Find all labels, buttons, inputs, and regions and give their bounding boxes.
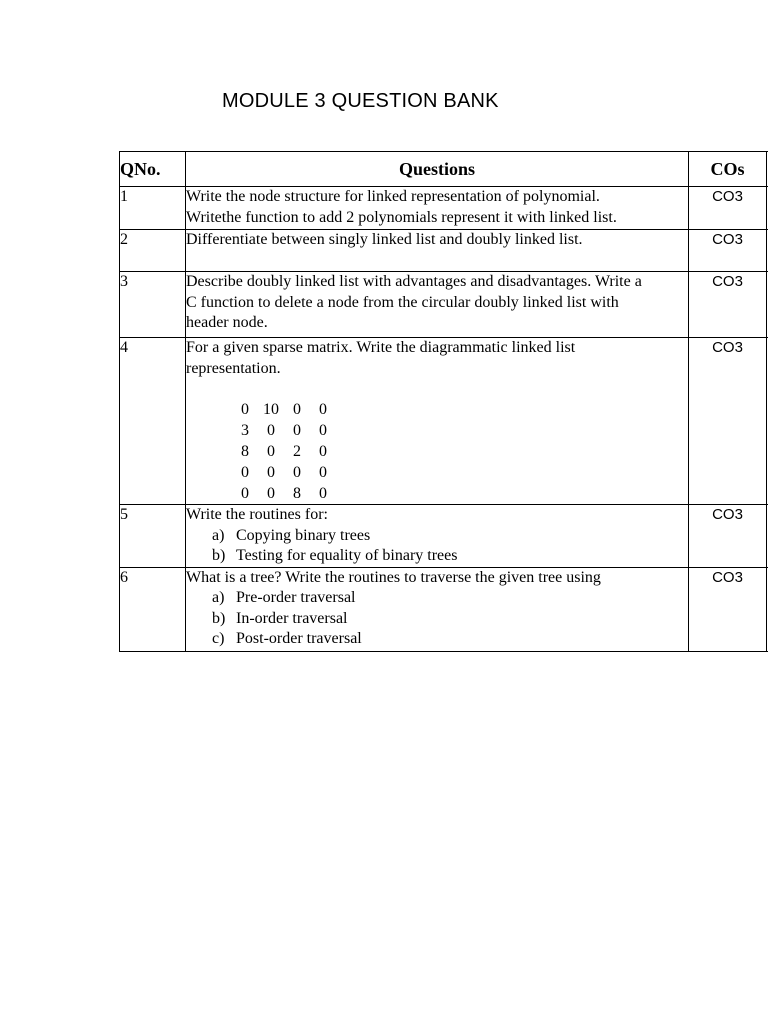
question-line: Differentiate between singly linked list and doubly linked list. bbox=[186, 231, 583, 248]
course-outcome: CO3 bbox=[689, 230, 767, 272]
question-table bbox=[119, 151, 768, 652]
sub-question-list bbox=[186, 526, 688, 567]
question-number: 5 bbox=[120, 505, 186, 568]
sub-question-label: b) bbox=[212, 547, 226, 564]
matrix-cell: 0 bbox=[241, 485, 249, 502]
question-number: 6 bbox=[120, 567, 186, 651]
question-text bbox=[186, 272, 689, 338]
course-outcome: CO3 bbox=[689, 505, 767, 568]
course-outcome: CO3 bbox=[689, 187, 767, 230]
matrix-cell: 0 bbox=[293, 422, 301, 439]
table-row bbox=[120, 567, 768, 651]
matrix-cell: 0 bbox=[267, 443, 275, 460]
table-row bbox=[120, 272, 768, 338]
matrix-row bbox=[232, 399, 336, 420]
sub-question-text: Pre-order traversal bbox=[236, 589, 356, 606]
matrix-cell: 0 bbox=[319, 422, 327, 439]
matrix-cell: 0 bbox=[267, 422, 275, 439]
question-line: representation. bbox=[186, 359, 281, 377]
table-header-row bbox=[120, 152, 768, 187]
sub-question-item bbox=[212, 629, 688, 650]
sparse-matrix bbox=[232, 399, 336, 504]
question-number: 3 bbox=[120, 272, 186, 338]
course-outcome: CO3 bbox=[689, 272, 767, 338]
matrix-cell: 0 bbox=[319, 485, 327, 502]
question-line: Writethe function to add 2 polynomials represent it with linked list. bbox=[186, 208, 617, 226]
sub-question-item bbox=[212, 588, 688, 609]
sub-question-label: c) bbox=[212, 630, 225, 647]
sub-question-label: a) bbox=[212, 526, 225, 544]
matrix-cell: 3 bbox=[241, 422, 249, 439]
matrix-row bbox=[232, 462, 336, 483]
question-line: header node. bbox=[186, 314, 268, 331]
table-row bbox=[120, 187, 768, 230]
header-qno: QNo. bbox=[120, 152, 186, 187]
page-title: MODULE 3 QUESTION BANK bbox=[222, 90, 499, 112]
sub-question-label: b) bbox=[212, 609, 226, 627]
question-text bbox=[186, 230, 689, 272]
sub-question-item bbox=[212, 546, 688, 567]
course-outcome: CO3 bbox=[689, 338, 767, 505]
matrix-cell: 8 bbox=[241, 443, 249, 460]
question-number: 4 bbox=[120, 338, 186, 505]
question-line: Write the node structure for linked representation of polynomial. bbox=[186, 188, 600, 205]
matrix-cell: 10 bbox=[263, 401, 279, 418]
question-line: C function to delete a node from the circular doubly linked list with bbox=[186, 293, 619, 311]
table-row bbox=[120, 230, 768, 272]
question-number: 1 bbox=[120, 187, 186, 230]
table-row bbox=[120, 338, 768, 505]
question-line: For a given sparse matrix. Write the diagrammatic linked list bbox=[186, 339, 576, 356]
matrix-cell: 0 bbox=[319, 443, 327, 460]
sub-question-item bbox=[212, 609, 688, 630]
sub-question-label: a) bbox=[212, 589, 225, 606]
question-line: Write the routines for: bbox=[186, 506, 328, 523]
header-questions: Questions bbox=[186, 152, 689, 187]
header-cos: COs bbox=[689, 152, 767, 187]
matrix-cell: 0 bbox=[267, 485, 275, 502]
question-line: What is a tree? Write the routines to traverse the given tree using bbox=[186, 568, 601, 586]
matrix-row bbox=[232, 420, 336, 441]
sub-question-text: Testing for equality of binary trees bbox=[236, 547, 458, 564]
matrix-cell: 0 bbox=[241, 401, 249, 418]
matrix-row bbox=[232, 441, 336, 462]
question-number: 2 bbox=[120, 230, 186, 272]
matrix-cell: 0 bbox=[293, 401, 301, 418]
question-line: Describe doubly linked list with advantages and disadvantages. Write a bbox=[186, 273, 642, 290]
matrix-cell: 0 bbox=[293, 464, 301, 481]
question-text bbox=[186, 567, 689, 651]
matrix-row bbox=[232, 483, 336, 504]
matrix-cell: 0 bbox=[319, 401, 327, 418]
matrix-cell: 2 bbox=[293, 443, 301, 460]
sub-question-text: Post-order traversal bbox=[236, 630, 362, 647]
question-text bbox=[186, 338, 689, 505]
question-text bbox=[186, 187, 689, 230]
sub-question-text: In-order traversal bbox=[236, 609, 348, 627]
question-text bbox=[186, 505, 689, 568]
course-outcome: CO3 bbox=[689, 567, 767, 651]
sub-question-list bbox=[186, 588, 688, 650]
sub-question-text: Copying binary trees bbox=[236, 526, 371, 544]
matrix-cell: 8 bbox=[293, 485, 301, 502]
table-row bbox=[120, 505, 768, 568]
sub-question-item bbox=[212, 526, 688, 547]
matrix-cell: 0 bbox=[319, 464, 327, 481]
matrix-cell: 0 bbox=[267, 464, 275, 481]
matrix-cell: 0 bbox=[241, 464, 249, 481]
